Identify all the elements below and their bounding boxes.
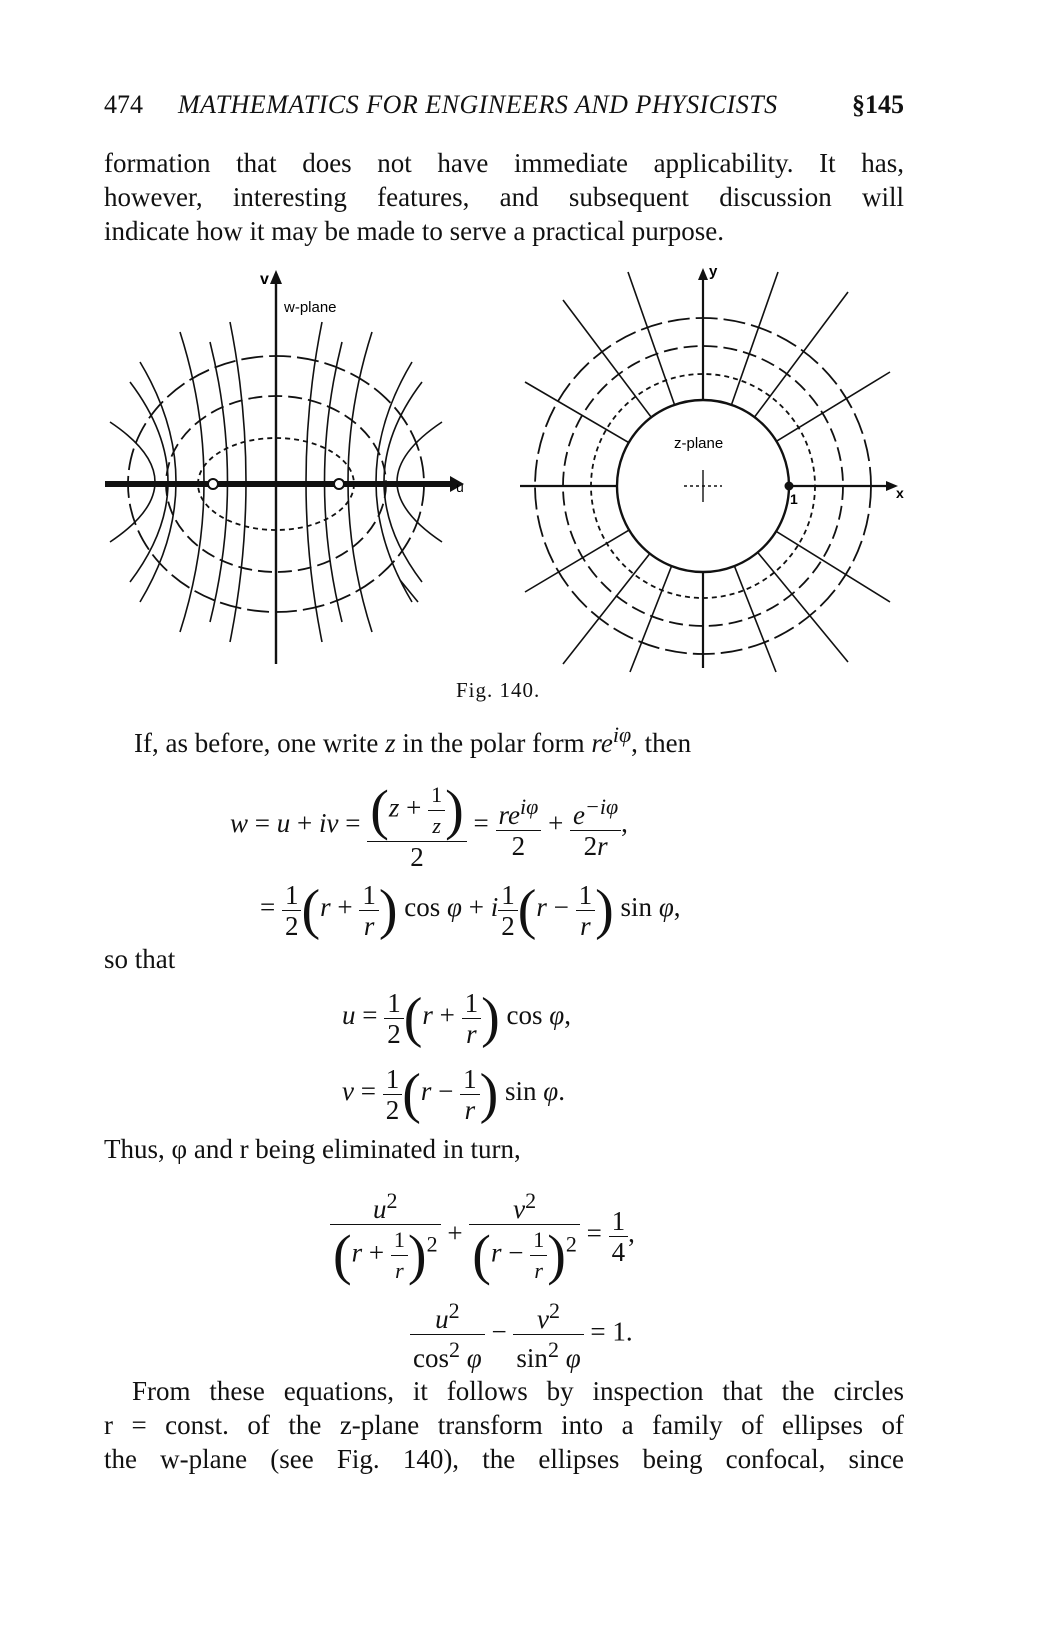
text-line: From these equations, it follows by inspection that the circles [132,1376,904,1406]
z-plane-diagram [520,268,898,672]
thus-text: Thus, φ and r being eliminated in turn, [104,1134,521,1164]
focus-point [334,479,344,489]
polar-form: re [591,728,613,758]
y-axis-arrow [698,268,708,280]
axis-label-u: u [456,479,464,495]
text-line: the w-plane (see Fig. 140), the ellipses being confocal, since [104,1444,904,1474]
text-line: however, interesting features, and subsequent discussion will [104,182,904,212]
w-plane-diagram [105,270,464,664]
fraction: (z + $\frac{1}{z}$ ) 2 [367,780,467,872]
unit-mark: 1 [790,491,798,507]
axis-label-x: x [896,485,904,501]
text-line: indicate how it may be made to serve a practical purpose. [104,216,725,246]
fraction: $\frac{u^2}{\cos^2 \varphi}$ [410,1296,485,1373]
equation-hyperbola: $\frac{u^2}{\cos^2 \varphi}$ − $\frac{v^2}{\sin^2 \varphi}$ = 1. [410,1296,633,1373]
equation-v: v = $\frac{1}{2}$ (r − $\frac{1}{r}$ ) sin φ. [342,1063,565,1125]
fraction: $\frac{e^{-i\varphi}}{2r}$ [570,792,621,861]
equation-ellipse: $u^2$ (r + $\frac{1}{r}$ )$^2$ + $v^2$ (r − $\frac{1}{r}$ )$^2$ = $\frac{1}{4}$ , [330,1186,635,1286]
fraction: $\frac{re^{i\varphi}}{2}$ [496,792,542,861]
text-run: in the polar form [395,728,592,758]
intro-paragraph [104,146,904,248]
axis-label-v: v [260,271,269,288]
polar-exponent: iφ [612,722,632,747]
conclusion-paragraph [104,1374,904,1476]
text-run: If, as before, one write [134,728,386,758]
unit-point [785,482,793,490]
equation-w: w = u + iv = (z + $\frac{1}{z}$ ) 2 = $\frac{re^{i\varphi}}{2}$ + $\frac{e^{-i\varphi}}{2r}$ , [230,779,628,872]
text-line: r = const. of the z-plane transform into a family of ellipses of [104,1410,904,1440]
text-run: , then [631,728,692,758]
figure-140 [100,262,920,682]
focus-point [208,479,218,489]
section-number: §145 [852,90,904,119]
fraction: $u^2$ (r + $\frac{1}{r}$ )$^2$ [330,1186,441,1286]
mark [400,580,418,602]
equation-u: u = $\frac{1}{2}$ (r + $\frac{1}{r}$ ) cos φ, [342,987,571,1049]
symbol-z: z [385,728,396,758]
axis-label-y: y [709,263,718,280]
fraction: $\frac{v^2}{\sin^2 \varphi}$ [513,1296,583,1373]
running-title: MATHEMATICS FOR ENGINEERS AND PHYSICISTS [178,90,778,119]
so-that-text: so that [104,944,176,974]
polar-sentence [104,718,904,760]
page-number: 474 [104,90,143,119]
w-plane-label: w-plane [284,299,337,316]
v-axis-arrow [270,270,282,284]
fraction: $v^2$ (r − $\frac{1}{r}$ )$^2$ [469,1186,580,1286]
equation-w-expanded: = $\frac{1}{2}$ (r + $\frac{1}{r}$ ) cos φ + i $\frac{1}{2}$ (r − $\frac{1}{r}$ ) sin φ, [260,879,681,941]
z-plane-label: z-plane [674,435,724,452]
figure-caption: Fig. 140. [456,678,541,702]
text-line: formation that does not have immediate applicability. It has, [104,148,904,178]
